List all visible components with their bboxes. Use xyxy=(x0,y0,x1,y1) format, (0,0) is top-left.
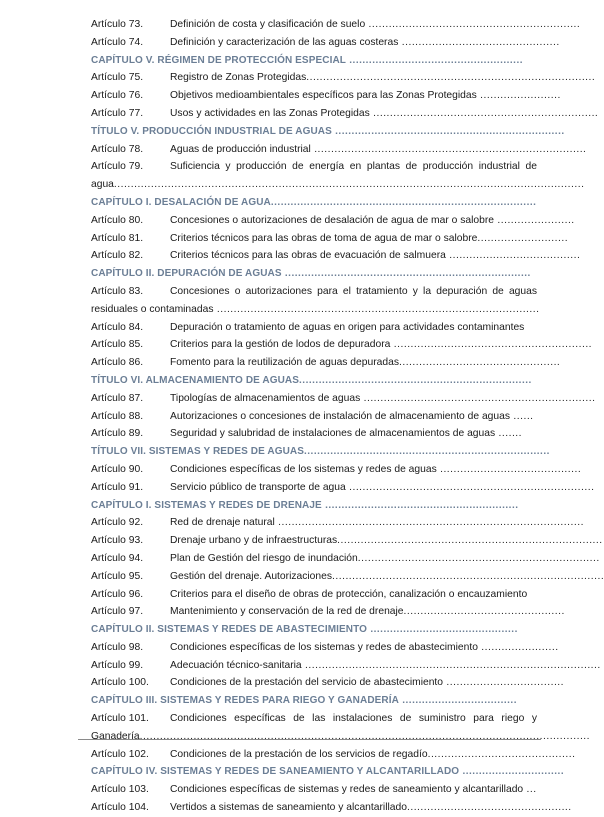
dot-leader: ...................................................................................... xyxy=(306,72,596,84)
entry-title: Plan de Gestión del riesgo de inundación xyxy=(170,552,358,564)
dot-leader: ................................................................................. xyxy=(270,196,537,208)
article-number: Artículo 91. xyxy=(91,481,144,493)
toc-entry-continuation xyxy=(91,728,591,746)
article-number: Artículo 94. xyxy=(91,552,144,564)
toc-entry xyxy=(91,479,595,497)
toc-heading xyxy=(91,123,565,141)
dot-leader: ....................... xyxy=(477,641,559,653)
entry-title: Drenaje urbano y de infraestructuras xyxy=(170,535,338,547)
article-number: Artículo 75. xyxy=(91,72,144,84)
entry-title: agua xyxy=(91,179,114,191)
dot-leader: ................................................................... xyxy=(369,107,599,119)
toc-entry xyxy=(91,639,559,657)
dot-leader: ................................... xyxy=(443,677,565,689)
article-number: Artículo 95. xyxy=(91,570,144,582)
dot-leader: ....................................................................... xyxy=(299,374,532,386)
dot-leader: ............................................. xyxy=(367,624,518,636)
dot-leader: ........................... xyxy=(477,232,569,244)
article-number: Artículo 103. xyxy=(91,784,149,796)
article-number: Artículo 83. xyxy=(91,285,144,297)
entry-title: Adecuación técnico-sanitaria xyxy=(170,659,302,671)
dot-leader: ................................................ xyxy=(403,606,565,618)
entry-title: Depuración o tratamiento de aguas en origen para actividades contaminantes xyxy=(170,321,525,333)
dot-leader: ................................................. xyxy=(406,802,572,814)
dot-leader: ..................................................................... xyxy=(360,392,596,404)
toc-entry xyxy=(91,158,541,176)
article-number: Artículo 88. xyxy=(91,410,144,422)
toc-entry xyxy=(91,390,596,408)
dot-leader: ........................................................................................... xyxy=(274,517,584,529)
dot-leader: ....................... xyxy=(494,214,575,226)
article-number: Artículo 89. xyxy=(91,428,144,440)
entry-title: Registro de Zonas Protegidas xyxy=(170,72,307,84)
dot-leader: ................................... xyxy=(398,695,517,707)
toc-entry xyxy=(91,799,572,817)
entry-title: CAPÍTULO III. SISTEMAS Y REDES PARA RIEGO Y GANADERÍA xyxy=(91,695,399,707)
toc-entry xyxy=(91,514,584,532)
toc-entry xyxy=(91,408,541,426)
entry-title: CAPÍTULO I. DESALACIÓN DE AGUA xyxy=(91,196,271,208)
entry-title: Servicio público de transporte de agua xyxy=(170,481,346,493)
article-number: Artículo 101. xyxy=(91,713,149,725)
entry-title: Definición de costa y clasificación de suelo xyxy=(170,19,366,30)
dot-leader: ... xyxy=(523,784,537,796)
toc-heading xyxy=(91,52,541,70)
article-number: Artículo 74. xyxy=(91,36,144,48)
toc-heading xyxy=(91,372,541,390)
entry-title: CAPÍTULO I. SISTEMAS Y REDES DE DRENAJE xyxy=(91,499,322,511)
article-number: Artículo 85. xyxy=(91,339,144,351)
entry-title: Condiciones específicas de las instalaciones de suministro para riego y xyxy=(170,713,537,725)
toc-entry xyxy=(91,603,565,621)
toc-entry xyxy=(91,212,575,230)
entry-title: Mantenimiento y conservación de la red de drenaje xyxy=(170,606,404,618)
entry-title: Criterios para la gestión de lodos de depuradora xyxy=(170,339,391,351)
article-number: Artículo 96. xyxy=(91,588,144,600)
toc-entry xyxy=(91,781,541,799)
toc-entry xyxy=(91,674,565,692)
entry-title: TÍTULO VII. SISTEMAS Y REDES DE AGUAS xyxy=(91,446,304,458)
entry-title: Gestión del drenaje. Autorizaciones xyxy=(170,570,332,582)
dot-leader: ............................................................................................................................................ xyxy=(113,179,585,191)
dot-leader: ........................................................................... xyxy=(304,446,550,458)
dot-leader: ................................................................................. xyxy=(332,570,604,582)
dot-leader: ........................................................................................ xyxy=(301,659,601,671)
entry-title: Usos y actividades en las Zonas Protegidas xyxy=(170,107,370,119)
toc-entry xyxy=(91,746,576,764)
dot-leader: ............................................................................... xyxy=(337,535,603,547)
dot-leader: ........................................................... xyxy=(321,499,519,511)
toc-heading xyxy=(91,194,541,212)
entry-title: Criterios técnicos para las obras de evacuación de salmuera xyxy=(170,250,446,262)
entry-title: Ganadería xyxy=(91,730,140,742)
toc-heading xyxy=(91,265,541,283)
article-number: Artículo 76. xyxy=(91,90,144,102)
toc-entry xyxy=(91,16,581,34)
article-number: Artículo 98. xyxy=(91,641,144,653)
entry-title: CAPÍTULO V. RÉGIMEN DE PROTECCIÓN ESPECIAL xyxy=(91,54,346,66)
dot-leader: ................................................................................................ xyxy=(213,303,540,315)
dot-leader: ....................................... xyxy=(445,250,581,262)
entry-title: Vertidos a sistemas de saneamiento y alcantarillado xyxy=(170,802,407,814)
entry-title: Concesiones o autorizaciones de desalación de agua de mar o salobre xyxy=(170,214,494,226)
dot-leader: ........................................................................ xyxy=(357,552,600,564)
toc-entry xyxy=(91,710,541,728)
toc-entry xyxy=(91,319,541,337)
article-number: Artículo 87. xyxy=(91,392,144,404)
toc-entry xyxy=(91,87,561,105)
entry-title: Condiciones de la prestación del servicio de abastecimiento xyxy=(170,677,444,689)
toc-entry xyxy=(91,283,541,301)
entry-title: Autorizaciones o concesiones de instalación de almacenamiento de aguas xyxy=(170,410,511,422)
article-number: Artículo 77. xyxy=(91,107,144,119)
entry-title: TÍTULO VI. ALMACENAMIENTO DE AGUAS xyxy=(91,374,300,386)
toc-entry xyxy=(91,354,561,372)
dot-leader: ................................................ xyxy=(398,357,561,369)
toc-heading xyxy=(91,621,541,639)
toc-entry-continuation xyxy=(91,301,541,319)
article-number: Artículo 102. xyxy=(91,748,149,760)
toc-entry-continuation xyxy=(91,176,585,194)
entry-title: Condiciones específicas de los sistemas y redes de abastecimiento xyxy=(170,641,478,653)
page-footer-divider xyxy=(78,739,541,740)
toc-entry xyxy=(91,586,541,604)
article-number: Artículo 80. xyxy=(91,214,144,226)
article-number: Artículo 90. xyxy=(91,463,144,475)
entry-title: Objetivos medioambientales específicos para las Zonas Protegidas xyxy=(170,90,477,102)
toc-heading xyxy=(91,692,541,710)
article-number: Artículo 82. xyxy=(91,250,144,262)
toc-entry xyxy=(91,461,582,479)
toc-entry xyxy=(91,34,560,52)
dot-leader: ...................................................................................................................................... xyxy=(139,730,591,742)
dot-leader: ............................................................... xyxy=(365,19,581,30)
dot-leader: ....... xyxy=(495,428,523,440)
article-number: Artículo 100. xyxy=(91,677,149,689)
entry-title: Tipologías de almacenamientos de aguas xyxy=(170,392,361,404)
entry-title: Criterios para el diseño de obras de protección, canalización o encauzamiento xyxy=(170,588,528,600)
toc-heading xyxy=(91,497,541,515)
article-number: Artículo 104. xyxy=(91,802,149,814)
toc-heading xyxy=(91,443,550,461)
dot-leader: ...... xyxy=(510,410,534,422)
toc-entry xyxy=(91,141,587,159)
article-number: Artículo 92. xyxy=(91,517,144,529)
entry-title: Condiciones específicas de sistemas y redes de saneamiento y alcantarillado xyxy=(170,784,524,796)
toc-entry xyxy=(91,550,600,568)
article-number: Artículo 81. xyxy=(91,232,144,244)
dot-leader: ...................................................................... xyxy=(331,125,565,137)
toc-entry xyxy=(91,657,601,675)
entry-title: Concesiones o autorizaciones para el tratamiento y la depuración de aguas xyxy=(170,285,537,297)
article-number: Artículo 73. xyxy=(91,19,144,30)
toc-entry xyxy=(91,425,541,443)
entry-title: Definición y caracterización de las aguas costeras xyxy=(170,36,399,48)
entry-title: Criterios técnicos para las obras de toma de agua de mar o salobre xyxy=(170,232,478,244)
toc-entry xyxy=(91,69,596,87)
toc-entry xyxy=(91,532,603,550)
entry-title: Seguridad y salubridad de instalaciones de almacenamientos de aguas xyxy=(170,428,496,440)
dot-leader: ......................................................................... xyxy=(345,481,595,493)
entry-title: Red de drenaje natural xyxy=(170,517,275,529)
dot-leader: ........................................................... xyxy=(390,339,593,351)
toc-heading xyxy=(91,763,565,781)
dot-leader: ............................................ xyxy=(427,748,576,760)
article-number: Artículo 84. xyxy=(91,321,144,333)
table-of-contents xyxy=(91,16,604,817)
entry-title: CAPÍTULO II. DEPURACIÓN DE AGUAS xyxy=(91,268,282,280)
dot-leader: ..................................................... xyxy=(345,54,524,66)
toc-entry xyxy=(91,247,581,265)
entry-title: Fomento para la reutilización de aguas depuradas xyxy=(170,357,399,369)
entry-title: Suficiencia y producción de energía en plantas de producción industrial de xyxy=(170,161,537,173)
toc-entry xyxy=(91,568,604,586)
dot-leader: ............................... xyxy=(459,766,565,778)
article-number: Artículo 79. xyxy=(91,161,144,173)
toc-entry xyxy=(91,105,599,123)
dot-leader: .......................................... xyxy=(436,463,582,475)
entry-title: Condiciones de la prestación de los servicios de regadío xyxy=(170,748,428,760)
dot-leader: ................................................................................. xyxy=(310,143,587,155)
entry-title: residuales o contaminadas xyxy=(91,303,214,315)
entry-title: Aguas de producción industrial xyxy=(170,143,311,155)
article-number: Artículo 93. xyxy=(91,535,144,547)
dot-leader: ............................................... xyxy=(398,36,560,48)
entry-title: CAPÍTULO IV. SISTEMAS Y REDES DE SANEAMIENTO Y ALCANTARILLADO xyxy=(91,766,460,778)
article-number: Artículo 78. xyxy=(91,143,144,155)
article-number: Artículo 97. xyxy=(91,606,144,618)
article-number: Artículo 86. xyxy=(91,357,144,369)
article-number: Artículo 99. xyxy=(91,659,144,671)
entry-title: CAPÍTULO II. SISTEMAS Y REDES DE ABASTECIMIENTO xyxy=(91,624,368,636)
dot-leader: ........................ xyxy=(476,90,561,102)
entry-title: Condiciones específicas de los sistemas y redes de aguas xyxy=(170,463,437,475)
dot-leader: ........................................................................... xyxy=(281,268,531,280)
toc-entry xyxy=(91,230,569,248)
entry-title: TÍTULO V. PRODUCCIÓN INDUSTRIAL DE AGUAS xyxy=(91,125,332,137)
toc-entry xyxy=(91,336,593,354)
